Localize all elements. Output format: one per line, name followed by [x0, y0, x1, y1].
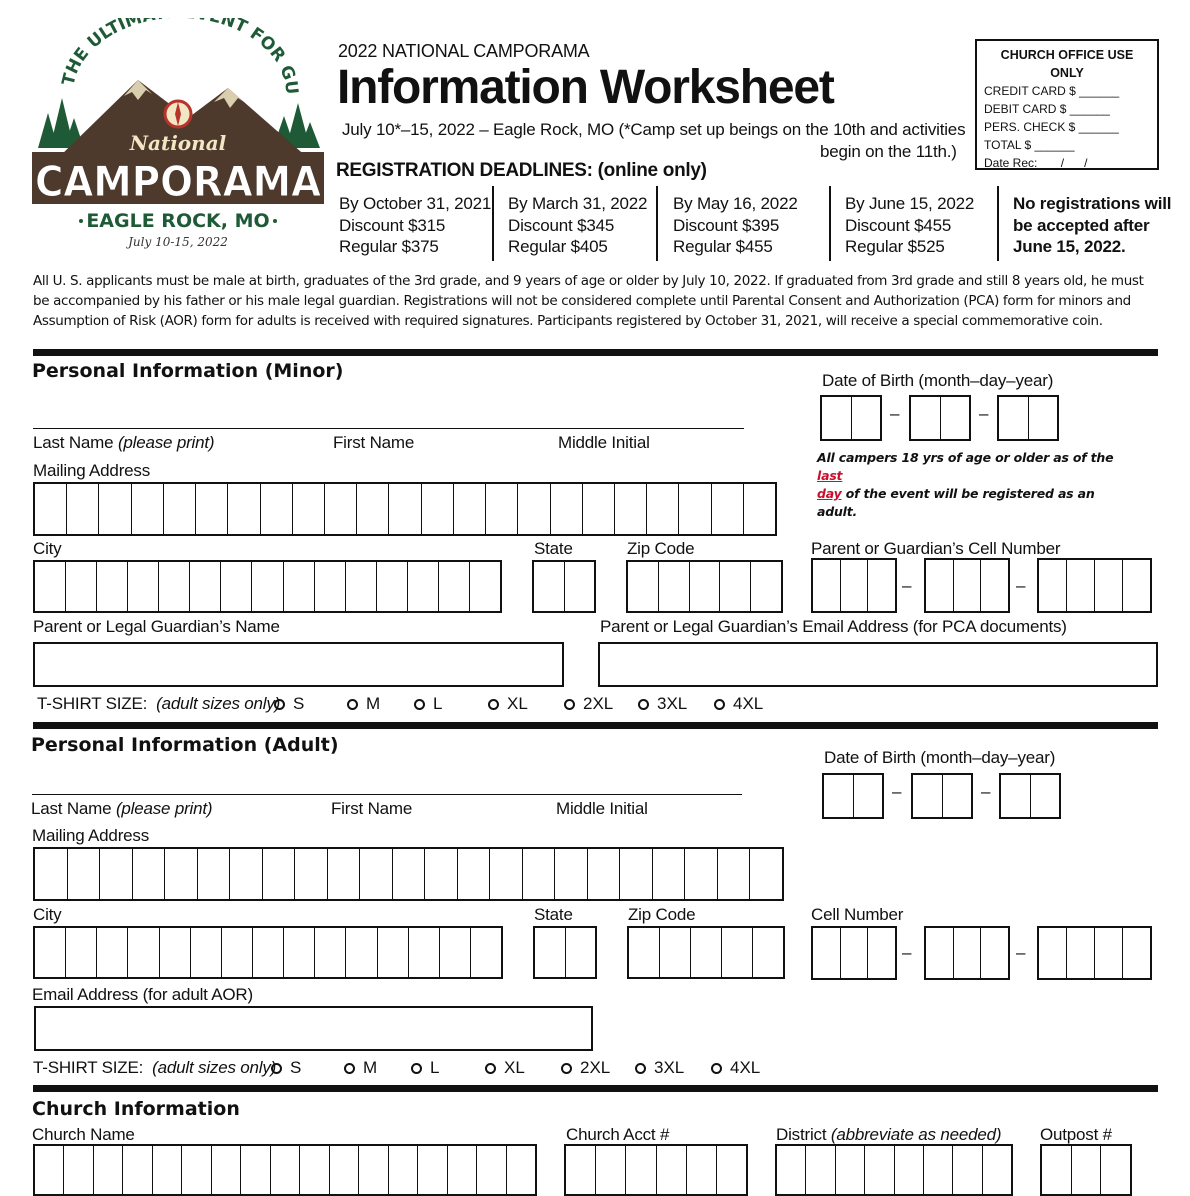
minor-phone-area[interactable] — [811, 558, 897, 613]
church-name-input[interactable] — [33, 1144, 537, 1196]
logo-dates: July 10-15, 2022 — [128, 235, 228, 249]
outpost-label: Outpost # — [1040, 1125, 1112, 1144]
minor-size-l[interactable]: L — [414, 694, 442, 714]
notice-line: Assumption of Risk (AOR) form for adults is received with required signatures. Participants registered by October 31, 2021, will receive a special commemorative coin. — [33, 313, 1103, 329]
minor-tshirt-label: T-SHIRT SIZE: (adult sizes only) — [37, 694, 281, 713]
header-dates-line2: begin on the 11th.) — [820, 142, 957, 161]
divider — [492, 186, 494, 261]
final-line: June 15, 2022. — [1013, 237, 1126, 256]
please-print-note: (please print) — [117, 433, 215, 452]
minor-zip-label: Zip Code — [627, 539, 695, 558]
deadline-regular: Regular $375 — [339, 237, 439, 256]
adult-size-l[interactable]: L — [411, 1058, 439, 1078]
note-emphasis-day: day — [817, 486, 842, 501]
adult-name-line[interactable] — [32, 794, 742, 795]
logo-arc-text: THE ULTIM NT FOR GU — [58, 18, 302, 96]
adult-phone-line[interactable] — [1037, 926, 1152, 980]
section-rule — [33, 1085, 1158, 1092]
minor-middle-label: Middle Initial — [558, 433, 650, 452]
guardian-email-input[interactable] — [598, 642, 1158, 687]
svg-text:THE ULTIMATE EVENT FOR GUYS — [28, 18, 301, 95]
office-credit: CREDIT CARD $ ______ — [984, 84, 1120, 98]
guardian-name-label: Parent or Legal Guardian’s Name — [33, 617, 280, 636]
adult-dob-year[interactable] — [999, 773, 1061, 819]
church-acct-input[interactable] — [564, 1144, 748, 1196]
eligibility-notice — [33, 271, 1173, 331]
adult-dob-label: Date of Birth (month–day–year) — [824, 748, 1056, 767]
header-kicker: 2022 NATIONAL CAMPORAMA — [338, 41, 590, 61]
adult-phone-prefix[interactable] — [924, 926, 1010, 980]
deadline-discount: Discount $455 — [845, 215, 952, 235]
minor-size-4xl[interactable]: 4XL — [714, 694, 763, 714]
minor-size-m[interactable]: M — [347, 694, 380, 714]
dash: – — [1016, 943, 1026, 962]
minor-mailing-input[interactable] — [33, 482, 777, 536]
minor-city-label: City — [33, 539, 62, 558]
guardian-email-label: Parent or Legal Guardian’s Email Address (for PCA documents) — [600, 617, 1067, 636]
adult-size-s[interactable]: S — [271, 1058, 301, 1078]
adult-first-name-label: First Name — [331, 799, 413, 818]
note-emphasis-last: last — [817, 468, 843, 483]
adult-mailing-label: Mailing Address — [32, 826, 150, 845]
section-rule — [33, 349, 1158, 356]
deadline-discount: Discount $345 — [508, 215, 615, 235]
deadline-date: By June 15, 2022 — [845, 194, 975, 213]
adult-email-input[interactable] — [34, 1006, 593, 1051]
adult-size-2xl[interactable]: 2XL — [561, 1058, 610, 1078]
dash: – — [902, 943, 912, 962]
dash: – — [892, 782, 902, 801]
deadlines-heading: REGISTRATION DEADLINES: (online only) — [336, 160, 707, 181]
office-check: PERS. CHECK $ ______ — [984, 120, 1119, 134]
adult-size-4xl[interactable]: 4XL — [711, 1058, 760, 1078]
church-section-title: Church Information — [32, 1098, 240, 1120]
deadline-discount: Discount $315 — [339, 215, 446, 235]
adult-mailing-input[interactable] — [33, 847, 784, 901]
adult-last-name-label: Last Name (please print) — [31, 799, 213, 818]
adult-zip-label: Zip Code — [628, 905, 696, 924]
minor-name-line[interactable] — [33, 428, 744, 429]
deadline-date: By October 31, 2021 — [339, 194, 492, 213]
office-heading: CHURCH OFFICE USE ONLY — [1000, 48, 1134, 80]
office-date: Date Rec: ___/___/___ — [984, 156, 1108, 170]
district-input[interactable] — [775, 1144, 1013, 1196]
minor-size-xl[interactable]: XL — [488, 694, 528, 714]
notice-line: be accompanied by his father or his male legal guardian. Registrations will not be considered complete until Parental Consent and Authorization (PCA) form for minors and — [33, 293, 1131, 309]
minor-state-input[interactable] — [532, 560, 596, 613]
minor-size-3xl[interactable]: 3XL — [638, 694, 687, 714]
outpost-input[interactable] — [1040, 1144, 1132, 1196]
deadline-regular: Regular $525 — [845, 237, 945, 256]
deadline-col-1 — [339, 193, 491, 258]
minor-size-s[interactable]: S — [274, 694, 304, 714]
deadline-discount: Discount $395 — [673, 215, 780, 235]
adult-phone-area[interactable] — [811, 926, 897, 980]
deadline-regular: Regular $405 — [508, 237, 608, 256]
guardian-name-input[interactable] — [33, 642, 564, 687]
section-rule — [33, 722, 1158, 729]
deadline-col-2 — [508, 193, 647, 258]
minor-dob-day[interactable] — [909, 395, 971, 441]
event-logo — [28, 18, 328, 258]
district-label: District (abbreviate as needed) — [776, 1125, 1002, 1144]
logo-main-word: CAMPORAMA — [35, 157, 322, 206]
deadline-final-note — [1013, 193, 1171, 258]
minor-phone-prefix[interactable] — [924, 558, 1010, 613]
dash: – — [981, 782, 991, 801]
minor-dob-year[interactable] — [997, 395, 1059, 441]
adult-age-note: All campers 18 yrs of age or older as of the last day of the event will be registered as an adult. — [817, 450, 1114, 519]
adult-state-input[interactable] — [533, 926, 597, 979]
office-debit: DEBIT CARD $ ______ — [984, 102, 1110, 116]
minor-dob-month[interactable] — [820, 395, 882, 441]
minor-phone-label: Parent or Guardian’s Cell Number — [811, 539, 1061, 558]
dash: – — [890, 404, 900, 423]
adult-middle-label: Middle Initial — [556, 799, 648, 818]
deadline-col-3 — [673, 193, 798, 258]
minor-state-label: State — [534, 539, 573, 558]
adult-section-title: Personal Information (Adult) — [31, 734, 339, 756]
minor-city-input[interactable] — [33, 560, 502, 613]
deadline-date: By May 16, 2022 — [673, 194, 798, 213]
adult-size-xl[interactable]: XL — [485, 1058, 525, 1078]
final-line: be accepted after — [1013, 215, 1150, 235]
logo-script-word: National — [129, 131, 227, 155]
divider — [997, 186, 999, 261]
adult-dob-day[interactable] — [911, 773, 973, 819]
minor-mailing-label: Mailing Address — [33, 461, 151, 480]
office-total: TOTAL $ ______ — [984, 138, 1075, 152]
logo-location: EAGLE ROCK, MO — [86, 210, 270, 232]
adult-city-input[interactable] — [33, 926, 503, 979]
minor-phone-line[interactable] — [1037, 558, 1152, 613]
deadline-col-4 — [845, 193, 974, 258]
page-title: Information Worksheet — [337, 61, 834, 114]
divider — [656, 186, 658, 261]
adult-size-3xl[interactable]: 3XL — [635, 1058, 684, 1078]
please-print-note: (please print) — [115, 799, 213, 818]
adult-state-label: State — [534, 905, 573, 924]
adult-zip-input[interactable] — [627, 926, 785, 979]
dash: – — [1016, 576, 1026, 595]
minor-first-name-label: First Name — [333, 433, 415, 452]
camporama-logo-graphic — [28, 18, 328, 258]
adult-phone-label: Cell Number — [811, 905, 904, 924]
church-acct-label: Church Acct # — [566, 1125, 670, 1144]
minor-dob-label: Date of Birth (month–day–year) — [822, 371, 1054, 390]
divider — [829, 186, 831, 261]
final-line: No registrations will — [1013, 194, 1172, 213]
adult-email-label: Email Address (for adult AOR) — [32, 985, 253, 1004]
adult-size-m[interactable]: M — [344, 1058, 377, 1078]
adult-city-label: City — [33, 905, 62, 924]
adult-tshirt-label: T-SHIRT SIZE: (adult sizes only) — [33, 1058, 277, 1077]
minor-section-title: Personal Information (Minor) — [32, 360, 344, 382]
church-name-label: Church Name — [32, 1125, 135, 1144]
adult-dob-month[interactable] — [822, 773, 884, 819]
dash: – — [902, 576, 912, 595]
dash: – — [979, 404, 989, 423]
header-dates-line1: July 10*–15, 2022 – Eagle Rock, MO (*Camp set up beings on the 10th and activities — [342, 120, 966, 139]
minor-zip-input[interactable] — [626, 560, 783, 613]
notice-line: All U. S. applicants must be male at birth, graduates of the 3rd grade, and 9 years of age or older by July 10, 2022. If graduated from 3rd grade and still 8 years old, he must — [33, 273, 1144, 289]
deadline-regular: Regular $455 — [673, 237, 773, 256]
minor-last-name-label: Last Name (please print) — [33, 433, 215, 452]
deadline-date: By March 31, 2022 — [508, 194, 648, 213]
minor-size-2xl[interactable]: 2XL — [564, 694, 613, 714]
office-use-box — [975, 39, 1159, 170]
